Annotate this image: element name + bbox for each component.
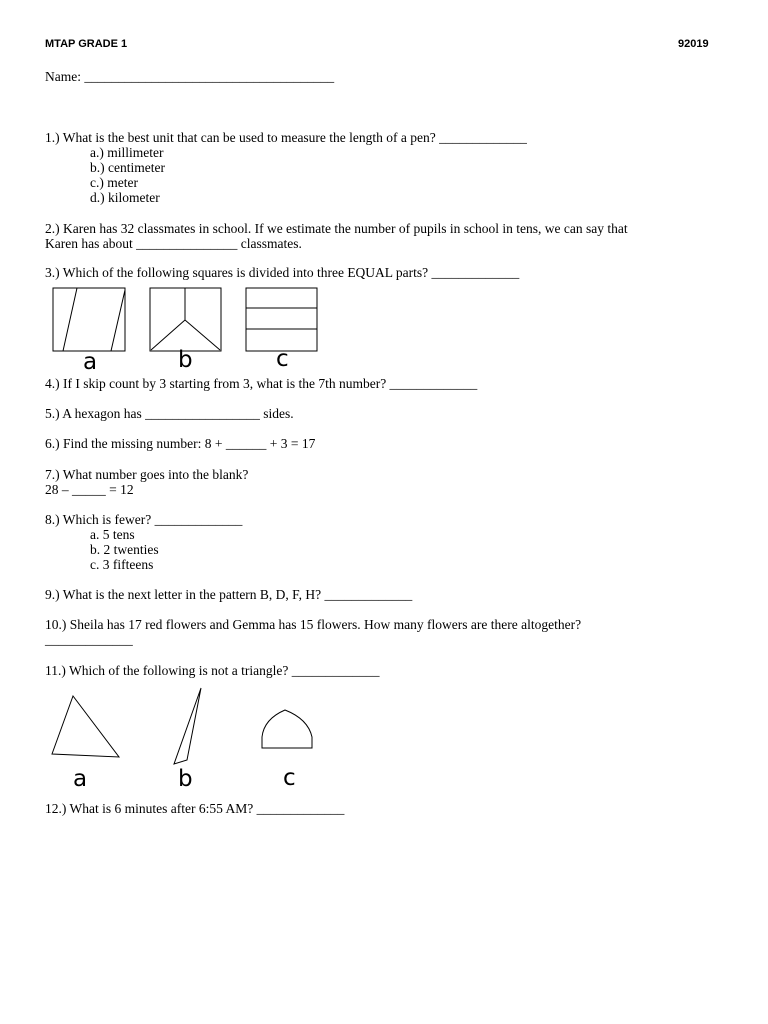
q8-option-a: a. 5 tens bbox=[90, 527, 135, 542]
question-10-line-1: 10.) Sheila has 17 red flowers and Gemma has 15 flowers. How many flowers are there altogether? bbox=[45, 617, 582, 632]
question-1: 1.) What is the best unit that can be used to measure the length of a pen? _____________ bbox=[45, 130, 527, 145]
q8-option-b: b. 2 twenties bbox=[90, 542, 159, 557]
question-3: 3.) Which of the following squares is divided into three EQUAL parts? _____________ bbox=[45, 265, 520, 280]
q1-option-a: a.) millimeter bbox=[90, 145, 164, 160]
q8-option-c: c. 3 fifteens bbox=[90, 557, 154, 572]
square-label-b: b bbox=[178, 347, 193, 373]
shape-a-triangle bbox=[48, 692, 124, 760]
name-line: Name: _____________________________________ bbox=[45, 69, 335, 84]
square-label-c: c bbox=[276, 346, 289, 372]
shape-label-b: b bbox=[178, 766, 193, 792]
q1-option-d: d.) kilometer bbox=[90, 190, 160, 205]
question-6: 6.) Find the missing number: 8 + ______ + 3 = 17 bbox=[45, 436, 316, 451]
question-10-line-2: _____________ bbox=[45, 632, 133, 647]
question-9: 9.) What is the next letter in the pattern B, D, F, H? _____________ bbox=[45, 587, 413, 602]
question-2-line-2: Karen has about _______________ classmates. bbox=[45, 236, 302, 251]
question-7-line-1: 7.) What number goes into the blank? bbox=[45, 467, 249, 482]
header-title: MTAP GRADE 1 bbox=[45, 38, 128, 50]
square-b-figure bbox=[147, 286, 227, 356]
question-4: 4.) If I skip count by 3 starting from 3, what is the 7th number? _____________ bbox=[45, 376, 478, 391]
question-5: 5.) A hexagon has _________________ sides. bbox=[45, 406, 294, 421]
q1-option-c: c.) meter bbox=[90, 175, 138, 190]
square-label-a: a bbox=[83, 349, 98, 375]
question-8: 8.) Which is fewer? _____________ bbox=[45, 512, 243, 527]
q1-option-b: b.) centimeter bbox=[90, 160, 165, 175]
shape-c-dome bbox=[256, 707, 316, 753]
question-7-line-2: 28 – _____ = 12 bbox=[45, 482, 134, 497]
question-2-line-1: 2.) Karen has 32 classmates in school. If we estimate the number of pupils in school in tens, we can say that bbox=[45, 221, 628, 236]
header-code: 92019 bbox=[678, 38, 709, 50]
shape-label-a: a bbox=[73, 766, 88, 792]
shape-label-c: c bbox=[283, 765, 296, 791]
question-12: 12.) What is 6 minutes after 6:55 AM? _____________ bbox=[45, 801, 345, 816]
question-11: 11.) Which of the following is not a triangle? _____________ bbox=[45, 663, 380, 678]
square-a-figure bbox=[50, 286, 130, 356]
shape-b-thin-triangle bbox=[170, 686, 206, 768]
